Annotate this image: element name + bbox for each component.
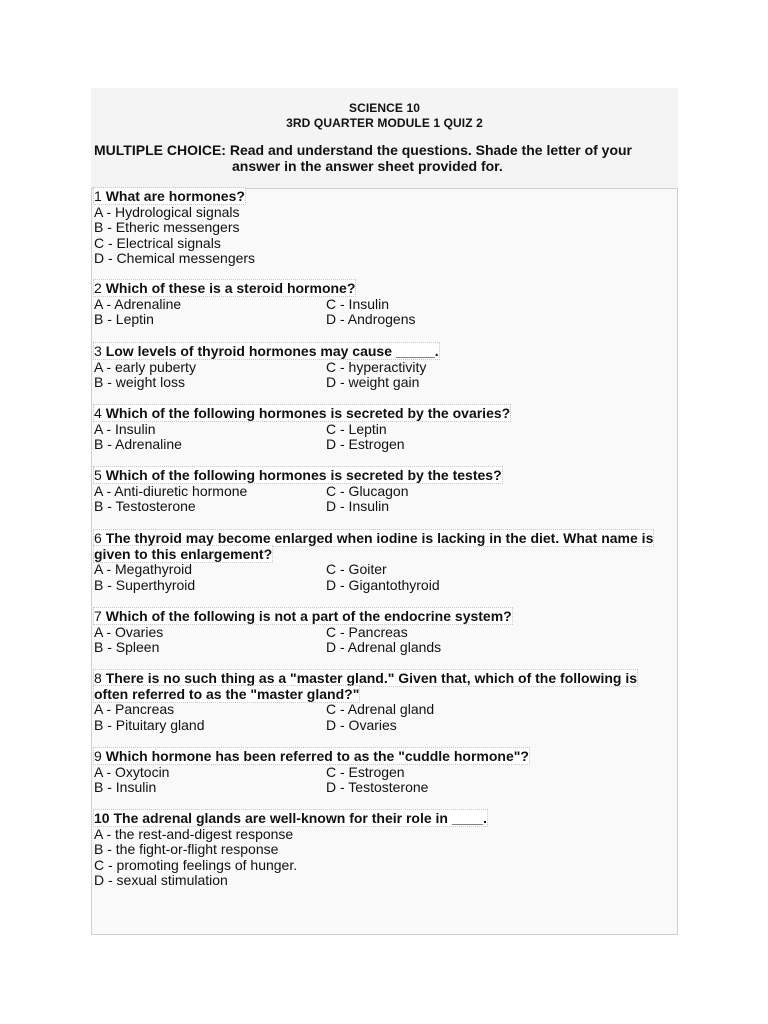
- option-b: B - Testosterone: [94, 498, 196, 514]
- question-text-2: given to this enlargement?: [94, 545, 273, 562]
- question-number: 7: [94, 608, 102, 624]
- question-4: [94, 406, 674, 453]
- option-b: B - Superthyroid: [94, 576, 196, 593]
- option-d: D - Androgens: [326, 311, 416, 327]
- question-7: [94, 609, 674, 656]
- option-d: D - weight gain: [326, 374, 420, 390]
- option-c: C - Goiter: [326, 561, 387, 577]
- option-a: A - Megathyroid: [94, 561, 193, 577]
- question-text: There is no such thing as a "master gland." Given that, which of the following is: [105, 670, 638, 686]
- question-text: Which hormone has been referred to as the "cuddle hormone"?: [105, 748, 529, 764]
- option-c: C - Leptin: [326, 420, 387, 437]
- option-c: C - Glucagon: [326, 482, 409, 499]
- option-a: A - Insulin: [94, 420, 156, 437]
- option-d: D - Ovaries: [326, 716, 397, 733]
- question-stem-continued: [94, 687, 674, 703]
- option-a: A - Ovaries: [94, 623, 164, 640]
- option-b: B - the fight-or-flight response: [94, 841, 279, 857]
- option-d: D - sexual stimulation: [94, 872, 228, 888]
- question-10: [94, 811, 674, 889]
- option-a: A - the rest-and-digest response: [94, 825, 294, 842]
- question-text-2: often referred to as the "master gland?": [94, 685, 360, 702]
- option-row: [94, 718, 674, 734]
- option-row: [94, 437, 674, 453]
- question-stem-continued: [94, 547, 674, 563]
- option-b: B - Insulin: [94, 779, 157, 795]
- quiz-header: [91, 88, 678, 188]
- option-b: B - weight loss: [94, 374, 186, 390]
- option-d: D - Estrogen: [326, 436, 405, 452]
- question-text: What are hormones?: [105, 188, 245, 204]
- option-a: A - Adrenaline: [94, 295, 182, 312]
- question-number: 9: [94, 748, 102, 764]
- question-8: [94, 671, 674, 733]
- option-row: [94, 312, 674, 328]
- option-a: A - Pancreas: [94, 701, 175, 717]
- question-6: [94, 531, 674, 593]
- option-row: [94, 422, 674, 438]
- question-text: Which of the following is not a part of the endocrine system?: [105, 608, 512, 624]
- question-stem: [94, 609, 674, 625]
- question-text: The thyroid may become enlarged when iodine is lacking in the diet. What name is: [105, 530, 654, 546]
- question-number: 5: [94, 467, 102, 483]
- questions-box: [91, 188, 678, 935]
- instructions: [94, 142, 674, 174]
- question-1: [94, 189, 674, 267]
- question-3: [94, 344, 674, 391]
- option-row: [94, 640, 674, 656]
- option-d: D - Gigantothyroid: [326, 576, 440, 593]
- question-number: 2: [94, 280, 102, 296]
- option-c: C - promoting feelings of hunger.: [94, 856, 298, 873]
- question-9: [94, 749, 674, 796]
- question-stem: [94, 344, 674, 360]
- option-b: B - Adrenaline: [94, 436, 182, 452]
- question-text: Which of the following hormones is secreted by the ovaries?: [105, 405, 511, 421]
- option-row: [94, 765, 674, 781]
- question-text: Low levels of thyroid hormones may cause _____.: [105, 343, 439, 359]
- option-c: C - Insulin: [326, 295, 390, 312]
- option-row: [94, 562, 674, 578]
- instructions-line-1: MULTIPLE CHOICE: Read and understand the questions. Shade the letter of your: [94, 142, 633, 158]
- question-number: 10: [94, 810, 110, 826]
- option-b: B - Pituitary gland: [94, 716, 205, 733]
- question-stem: [94, 749, 674, 765]
- question-number: 4: [94, 405, 102, 421]
- option-row: [94, 375, 674, 391]
- option-d: D - Chemical messengers: [94, 250, 256, 266]
- question-stem: [94, 671, 674, 687]
- question-2: [94, 281, 674, 328]
- question-stem: [94, 531, 674, 547]
- option-a: A - Anti-diuretic hormone: [94, 482, 248, 499]
- option-c: C - hyperactivity: [326, 358, 427, 375]
- question-stem: [94, 406, 674, 422]
- instructions-line-2: answer in the answer sheet provided for.: [232, 158, 503, 174]
- question-text: The adrenal glands are well-known for their role in ____.: [113, 810, 487, 826]
- question-stem: [94, 811, 674, 827]
- option-row: [94, 499, 674, 515]
- question-text: Which of the following hormones is secreted by the testes?: [105, 467, 502, 483]
- option-row: [94, 780, 674, 796]
- option-row: [94, 578, 674, 594]
- option-row: [94, 702, 674, 718]
- question-stem: [94, 468, 674, 484]
- question-5: [94, 468, 674, 515]
- question-number: 3: [94, 343, 102, 359]
- question-stem: [94, 189, 674, 205]
- quiz-page: [91, 88, 678, 935]
- option-row: [94, 625, 674, 641]
- question-number: 8: [94, 670, 102, 686]
- option-d: D - Insulin: [326, 498, 390, 514]
- option-c: C - Estrogen: [326, 763, 405, 780]
- option-d: D - Testosterone: [326, 779, 429, 795]
- option-a: A - early puberty: [94, 358, 196, 375]
- question-text: Which of these is a steroid hormone?: [105, 280, 356, 296]
- question-number: 6: [94, 530, 102, 546]
- option-c: C - Electrical signals: [94, 234, 221, 251]
- option-b: B - Leptin: [94, 311, 154, 327]
- option-b: B - Etheric messengers: [94, 219, 240, 235]
- question-stem: [94, 281, 674, 297]
- option-d: D - Adrenal glands: [326, 639, 442, 655]
- option-row: [94, 484, 674, 500]
- option-b: B - Spleen: [94, 639, 160, 655]
- option-a: A - Hydrological signals: [94, 203, 240, 220]
- quiz-title: 3RD QUARTER MODULE 1 QUIZ 2: [286, 116, 483, 130]
- option-c: C - Pancreas: [326, 623, 408, 640]
- question-number: 1: [94, 188, 102, 204]
- option-a: A - Oxytocin: [94, 763, 170, 780]
- option-row: [94, 297, 674, 313]
- option-row: [94, 360, 674, 376]
- option-c: C - Adrenal gland: [326, 701, 435, 717]
- subject-title: SCIENCE 10: [348, 101, 421, 115]
